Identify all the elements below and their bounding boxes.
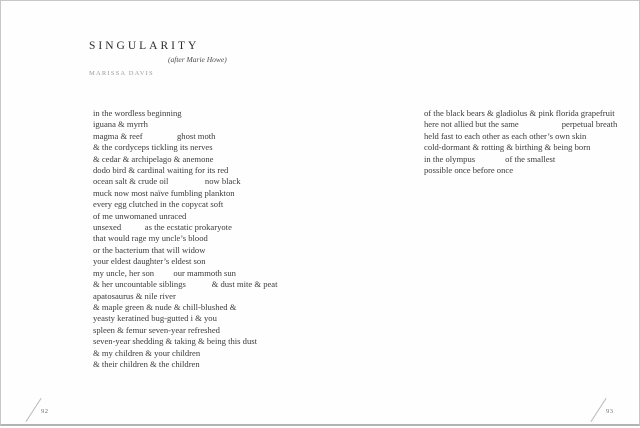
- poem-line: & the cordyceps tickling its nerves: [93, 142, 213, 153]
- poem-line: cold-dormant & rotting & birthing & being born: [424, 142, 591, 153]
- poem-line: of me unwomaned unraced: [93, 210, 187, 221]
- right-page-number: 93: [606, 408, 614, 415]
- folio-slash-icon: [590, 398, 606, 422]
- poem-line: & my children & your children: [93, 347, 201, 358]
- poem-line: here not allied but the same perpetual breath: [424, 119, 618, 130]
- poem-line: seven-year shedding & taking & being this dust: [93, 336, 257, 347]
- poem-line: muck now most naïve fumbling plankton: [93, 187, 235, 198]
- left-folio: [19, 394, 59, 428]
- poem-right-column: [424, 108, 617, 176]
- poem-line: & cedar & archipelago & anemone: [93, 153, 214, 164]
- poem-header: [89, 40, 227, 77]
- poem-line: in the wordless beginning: [93, 108, 182, 118]
- poem-line: & her uncountable siblings & dust mite & peat: [93, 279, 278, 290]
- poem-line: ocean salt & crude oil now black: [93, 176, 241, 187]
- poem-author: MARISSA DAVIS: [89, 70, 154, 77]
- poem-left-column: [93, 108, 278, 370]
- poem-line: & maple green & nude & chill-blushed &: [93, 301, 237, 312]
- poem-line: every egg clutched in the copycat soft: [93, 199, 224, 210]
- poem-line: that would rage my uncle’s blood: [93, 233, 208, 244]
- poem-line: apatosaurus & nile river: [93, 290, 176, 301]
- poem-line: my uncle, her son our mammoth sun: [93, 267, 236, 278]
- poem-dedication: (after Marie Howe): [168, 55, 227, 64]
- poem-line: of the black bears & gladiolus & pink florida grapefruit: [424, 108, 615, 118]
- poem-line: unsexed as the ecstatic prokaryote: [93, 222, 232, 233]
- poem-line: spleen & femur seven-year refreshed: [93, 324, 220, 335]
- left-page-number: 92: [41, 408, 49, 415]
- poem-line: your eldest daughter’s eldest son: [93, 256, 206, 267]
- poem-line: & their children & the children: [93, 358, 200, 369]
- poem-line: yeasty keratined bug-gutted i & you: [93, 313, 217, 324]
- poem-line: held fast to each other as each other’s own skin: [424, 130, 587, 141]
- poem-line: magma & reef ghost moth: [93, 130, 216, 141]
- right-folio: [584, 394, 624, 428]
- poem-line: iguana & myrrh: [93, 119, 148, 130]
- poem-line: dodo bird & cardinal waiting for its red: [93, 165, 229, 176]
- poem-title: SINGULARITY: [89, 40, 200, 52]
- poem-line: or the bacterium that will widow: [93, 244, 206, 255]
- poem-line: possible once before once: [424, 165, 514, 176]
- folio-slash-icon: [25, 398, 41, 422]
- poem-line: in the olympus of the smallest: [424, 153, 556, 164]
